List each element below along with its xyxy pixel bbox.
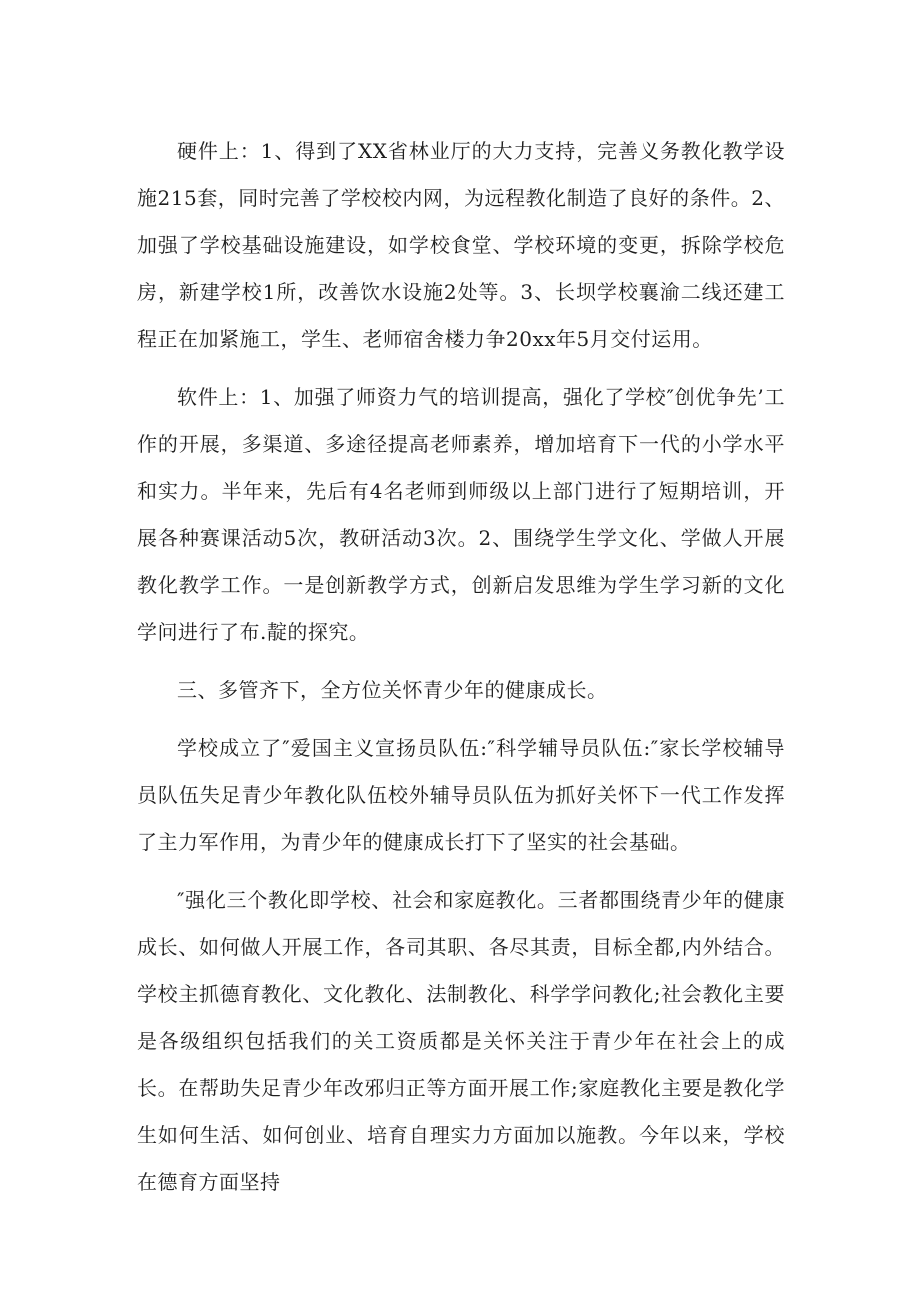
section-heading: 三、多管齐下，全方位关怀青少年的健康成长。 (177, 678, 608, 702)
paragraph-three-education: ″强化三个教化即学校、社会和家庭教化。三者都围绕青少年的健康成长、如何做人开展工作，各司其职、各尽其责，目标全都,内外结合。学校主抓德育教化、文化教化、法制教化、科学学问教化;社会教化主要是各级组织包括我们的关工资质都是关怀关注于青少年在社会上的成长。在帮助失足青少年改邪归正等方面开展工作;家庭教化主要是教化学生如何生活、如何创业、培育自理实力方面加以施教。今年以来，学校在德育方面坚持 (137, 888, 785, 1194)
paragraph-hardware: 硬件上：1、得到了XX省林业厅的大力支持，完善义务教化教学设施215套，同时完善了学校校内网，为远程教化制造了良好的条件。2、加强了学校基础设施建设，如学校食堂、学校环境的变更，拆除学校危房，新建学校1所，改善饮水设施2处等。3、长坝学校襄渝二线还建工程正在加紧施工，学生、老师宿舍楼力争20xx年5月交付运用。 (137, 139, 785, 351)
document-body (137, 128, 785, 1217)
paragraph-software: 软件上：1、加强了师资力气的培训提高，强化了学校″创优争先’工作的开展，多渠道、多途径提高老师素养，增加培育下一代的小学水平和实力。半年来，先后有4名老师到师级以上部门进行了短期培训，开展各种赛课活动5次，教研活动3次。2、围绕学生学文化、学做人开展教化教学工作。一是创新教学方式，创新启发思维为学生学习新的文化学问进行了布.靛的探究。 (137, 385, 785, 644)
paragraph-teams: 学校成立了″爱国主义宣扬员队伍:″科学辅导员队伍:″家长学校辅导员队伍失足青少年教化队伍校外辅导员队伍为抓好关怀下一代工作发挥了主力军作用，为青少年的健康成长打下了坚实的社会基础。 (137, 736, 785, 854)
